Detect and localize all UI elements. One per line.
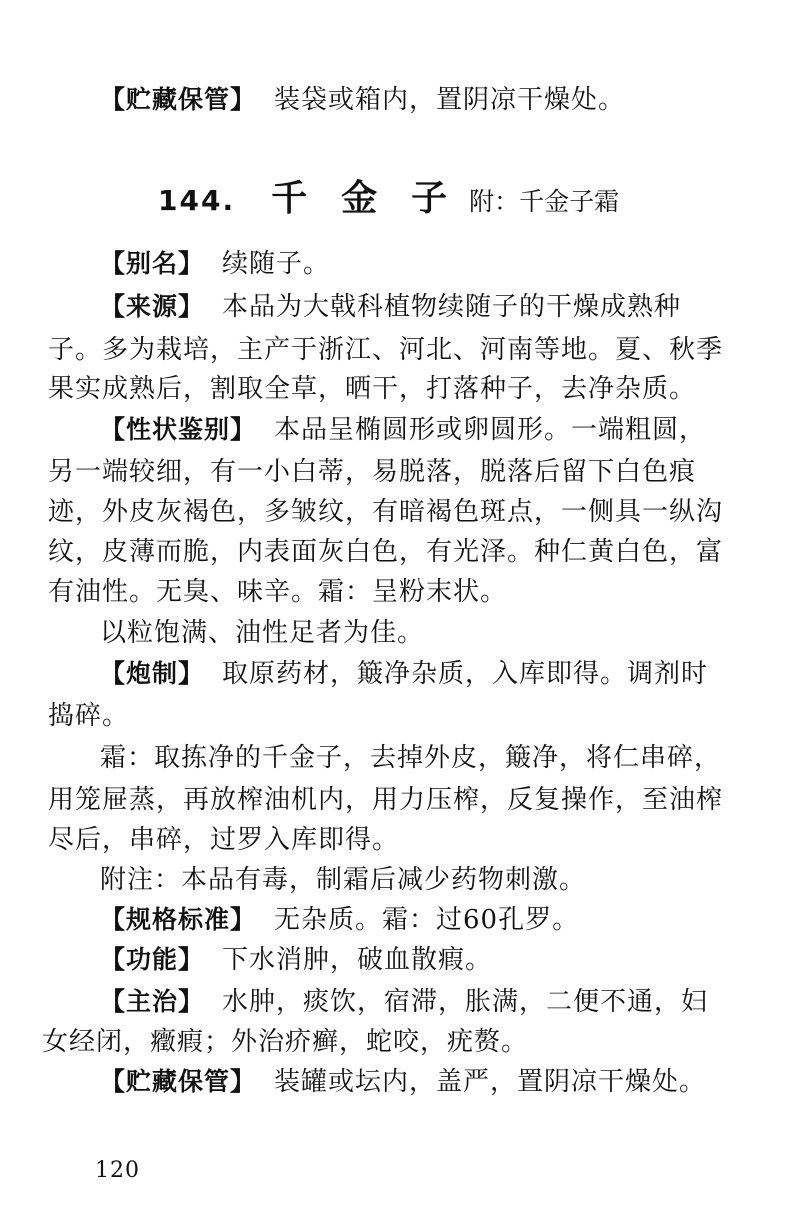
alias-paragraph [100, 244, 330, 284]
page-number: 120 [95, 1158, 140, 1183]
standard-paragraph [100, 900, 579, 940]
storage-tag-previous: 【贮藏保管】 [100, 85, 257, 114]
source-line-3: 果实成熟后，割取全草，晒干，打落种子，去净杂质。 [48, 374, 697, 404]
identification-line-4: 纹，皮薄而脆，内表面灰白色，有光泽。种仁黄白色，富 [48, 537, 724, 567]
storage-text-previous: 装袋或箱内，置阴凉干燥处。 [274, 85, 626, 115]
identification-tag: 【性状鉴别】 [100, 415, 257, 444]
entry-heading [158, 170, 619, 221]
frost-processing-line-2: 用笼屉蒸，再放榨油机内，用力压榨，反复操作，至油榨 [48, 785, 724, 815]
function-tag: 【功能】 [100, 945, 205, 974]
function-paragraph [100, 940, 492, 980]
indication-line-2: 女经闭，癥瘕；外治疥癣，蛇咬，疣赘。 [42, 1027, 529, 1057]
storage-paragraph [100, 1062, 706, 1102]
identification-line-3: 迹，外皮灰褐色，多皱纹，有暗褐色斑点，一侧具一纵沟 [48, 497, 724, 527]
entry-appendix: 附：千金子霜 [469, 187, 620, 216]
processing-line-2: 捣碎。 [48, 701, 130, 731]
storage-text: 装罐或坛内，盖严，置阴凉干燥处。 [274, 1067, 707, 1097]
indication-text-1: 水肿，痰饮，宿滞，胀满，二便不通，妇 [222, 987, 709, 1017]
processing-line-1 [100, 654, 708, 694]
function-text: 下水消肿，破血散瘕。 [222, 945, 493, 975]
identification-line-2: 另一端较细，有一小白蒂，易脱落，脱落后留下白色痕 [48, 457, 697, 487]
frost-processing-line-1: 霜：取拣净的千金子，去掉外皮，簸净，将仁串碎， [100, 743, 722, 773]
identification-text-1: 本品呈椭圆形或卵圆形。一端粗圆， [274, 415, 707, 445]
standard-text: 无杂质。霜：过60孔罗。 [274, 905, 580, 935]
source-tag: 【来源】 [100, 292, 205, 321]
entry-number: 144. [158, 184, 236, 217]
frost-processing-line-3: 尽后，串碎，过罗入库即得。 [48, 825, 400, 855]
quality-note: 以粒饱满、油性足者为佳。 [100, 618, 425, 648]
previous-storage-paragraph [100, 80, 625, 120]
toxicity-note: 附注：本品有毒，制霜后减少药物刺激。 [100, 865, 587, 895]
entry-title: 千金子 [271, 178, 482, 219]
alias-tag: 【别名】 [100, 249, 205, 278]
indication-tag: 【主治】 [100, 987, 205, 1016]
storage-tag: 【贮藏保管】 [100, 1067, 257, 1096]
identification-line-5: 有油性。无臭、味辛。霜：呈粉末状。 [48, 577, 508, 607]
identification-line-1 [100, 410, 706, 450]
standard-tag: 【规格标准】 [100, 905, 257, 934]
indication-line-1 [100, 982, 708, 1022]
processing-tag: 【炮制】 [100, 659, 205, 688]
source-line-1 [100, 287, 681, 327]
source-line-2: 子。多为栽培，主产于浙江、河北、河南等地。夏、秋季 [48, 335, 724, 365]
processing-text-1: 取原药材，簸净杂质，入库即得。调剂时 [222, 659, 709, 689]
alias-text: 续随子。 [222, 249, 331, 279]
source-text-1: 本品为大戟科植物续随子的干燥成熟种 [222, 292, 682, 322]
